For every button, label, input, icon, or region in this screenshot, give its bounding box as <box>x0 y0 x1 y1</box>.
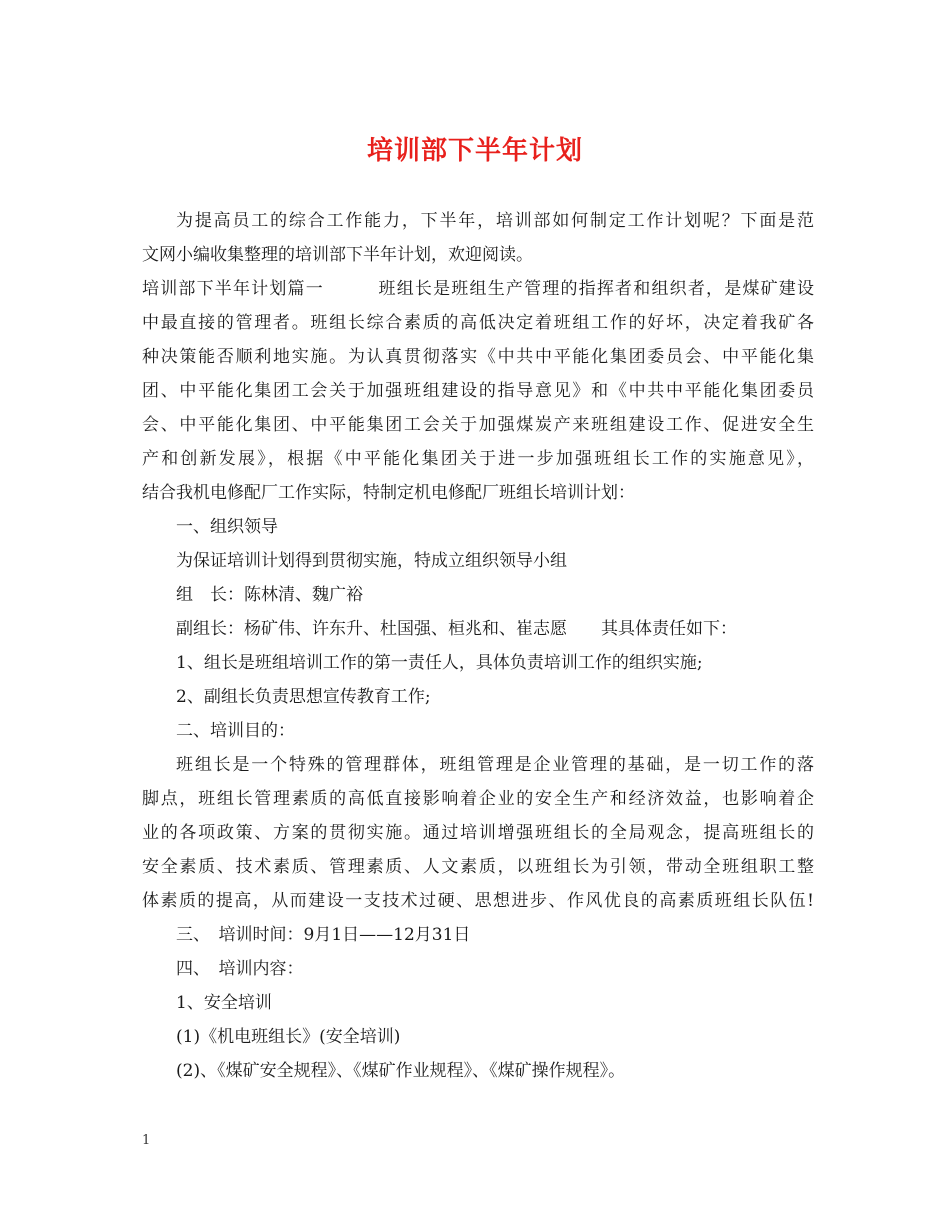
text-line: 安全素质、技术素质、管理素质、人文素质，以班组长为引领，带动全班组职工整 <box>142 857 814 877</box>
text-line: 业的各项政策、方案的贯彻实施。通过培训增强班组长的全局观念，提高班组长的 <box>142 823 814 843</box>
text-line: 会、中平能化集团、中平能集团工会关于加强煤炭产来班组建设工作、促进安全生 <box>142 415 814 435</box>
text-line: (2)、《煤矿安全规程》、《煤矿作业规程》、《煤矿操作规程》。 <box>176 1061 626 1081</box>
text-line: 体素质的提高，从而建设一支技术过硬、思想进步、作风优良的高素质班组长队伍! <box>142 891 814 911</box>
text-line: 种决策能否顺利地实施。为认真贯彻落实《中共中平能化集团委员会、中平能化集 <box>142 347 814 367</box>
text-line: 为提高员工的综合工作能力，下半年，培训部如何制定工作计划呢？下面是范 <box>176 211 814 231</box>
text-line: 团、中平能化集团工会关于加强班组建设的指导意见》和《中共中平能化集团委员 <box>142 381 814 401</box>
document-body <box>142 204 814 1088</box>
text-line: 副组长：杨矿伟、许东升、杜国强、桓兆和、崔志愿 其具体责任如下： <box>176 619 737 639</box>
text-line: 三、 培训时间：9月1日——12月31日 <box>176 925 471 945</box>
text-line: 文网小编收集整理的培训部下半年计划，欢迎阅读。 <box>142 245 533 265</box>
page-number: 1 <box>142 1133 151 1148</box>
text-line: 脚点，班组长管理素质的高低直接影响着企业的安全生产和经济效益，也影响着企 <box>142 789 814 809</box>
text-line: 为保证培训计划得到贯彻实施，特成立组织领导小组 <box>176 551 567 571</box>
text-line: 产和创新发展》，根据《中平能化集团关于进一步加强班组长工作的实施意见》， <box>142 449 814 469</box>
text-line: 结合我机电修配厂工作实际，特制定机电修配厂班组长培训计划： <box>142 483 635 503</box>
text-line: 班组长是一个特殊的管理群体，班组管理是企业管理的基础，是一切工作的落 <box>176 755 814 775</box>
text-line: (1)《机电班组长》(安全培训) <box>176 1027 401 1047</box>
text-line: 培训部下半年计划篇一 班组长是班组生产管理的指挥者和组织者，是煤矿建设 <box>142 279 814 299</box>
text-line: 组 长：陈林清、魏广裕 <box>176 585 363 605</box>
text-line: 四、 培训内容： <box>176 959 304 979</box>
text-line: 2、副组长负责思想宣传教育工作; <box>176 687 431 707</box>
text-line: 1、安全培训 <box>176 993 272 1013</box>
document-title: 培训部下半年计划 <box>366 136 583 166</box>
text-line: 二、培训目的： <box>176 721 295 741</box>
text-line: 1、组长是班组培训工作的第一责任人，具体负责培训工作的组织实施; <box>176 653 703 673</box>
text-line: 中最直接的管理者。班组长综合素质的高低决定着班组工作的好坏，决定着我矿各 <box>142 313 814 333</box>
text-line: 一、组织领导 <box>176 517 278 537</box>
